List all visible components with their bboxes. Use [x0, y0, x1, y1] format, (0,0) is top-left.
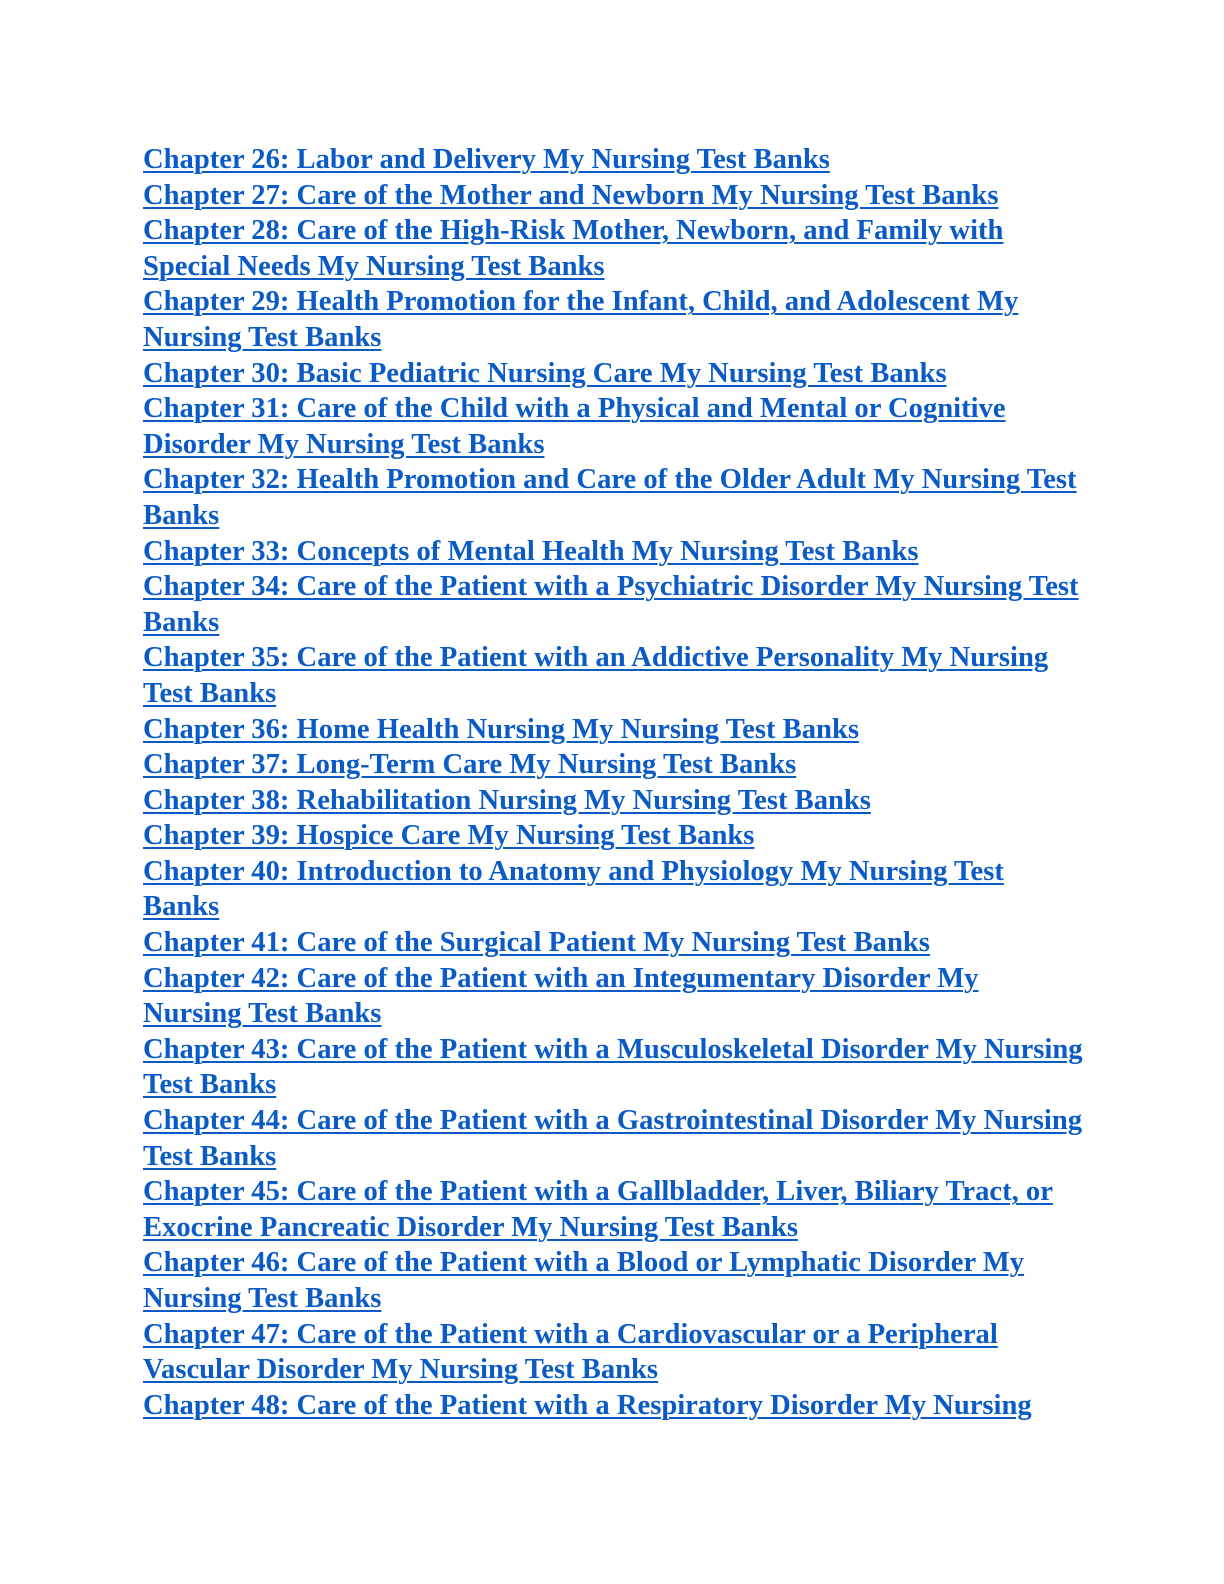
list-item: [143, 213, 1083, 284]
chapter-35-link[interactable]: Chapter 35: Care of the Patient with an Addictive Personality My Nursing Test Banks: [143, 642, 1049, 709]
chapter-45-link[interactable]: Chapter 45: Care of the Patient with a Gallbladder, Liver, Biliary Tract, or Exocrine Pancreatic Disorder My Nursing Test Banks: [143, 1176, 1053, 1243]
chapter-47-link[interactable]: Chapter 47: Care of the Patient with a Cardiovascular or a Peripheral Vascular Disorder My Nursing Test Banks: [143, 1318, 998, 1386]
chapter-39-link[interactable]: Chapter 39: Hospice Care My Nursing Test Banks: [143, 820, 755, 852]
chapter-29-link[interactable]: Chapter 29: Health Promotion for the Infant, Child, and Adolescent My Nursing Test Banks: [143, 286, 1019, 353]
chapter-37-link[interactable]: Chapter 37: Long-Term Care My Nursing Test Banks: [143, 749, 797, 781]
chapter-36-link[interactable]: Chapter 36: Home Health Nursing My Nursing Test Banks: [143, 713, 859, 745]
chapter-46-link[interactable]: Chapter 46: Care of the Patient with a Blood or Lymphatic Disorder My Nursing Test Banks: [143, 1247, 1025, 1314]
list-item: [143, 1245, 1083, 1316]
list-item: [143, 391, 1083, 462]
list-item: [143, 178, 1083, 214]
chapter-40-link[interactable]: Chapter 40: Introduction to Anatomy and Physiology My Nursing Test Banks: [143, 855, 1004, 923]
list-item: [143, 356, 1083, 392]
chapter-41-link[interactable]: Chapter 41: Care of the Surgical Patient My Nursing Test Banks: [143, 927, 930, 959]
list-item: [143, 1032, 1083, 1103]
chapter-link-list: [143, 142, 1083, 1423]
chapter-43-link[interactable]: Chapter 43: Care of the Patient with a Musculoskeletal Disorder My Nursing Test Banks: [143, 1033, 1083, 1101]
chapter-38-link[interactable]: Chapter 38: Rehabilitation Nursing My Nursing Test Banks: [143, 784, 871, 816]
list-item: [143, 925, 1083, 961]
chapter-31-link[interactable]: Chapter 31: Care of the Child with a Physical and Mental or Cognitive Disorder My Nursing Test Banks: [143, 393, 1006, 460]
chapter-28-link[interactable]: Chapter 28: Care of the High-Risk Mother, Newborn, and Family with Special Needs My Nursing Test Banks: [143, 215, 1004, 282]
list-item: [143, 284, 1083, 355]
chapter-33-link[interactable]: Chapter 33: Concepts of Mental Health My Nursing Test Banks: [143, 535, 919, 567]
chapter-32-link[interactable]: Chapter 32: Health Promotion and Care of the Older Adult My Nursing Test Banks: [143, 464, 1077, 531]
list-item: [143, 534, 1083, 570]
chapter-44-link[interactable]: Chapter 44: Care of the Patient with a Gastrointestinal Disorder My Nursing Test Banks: [143, 1105, 1083, 1172]
list-item: [143, 569, 1083, 640]
list-item: [143, 1317, 1083, 1388]
list-item: [143, 783, 1083, 819]
chapter-34-link[interactable]: Chapter 34: Care of the Patient with a Psychiatric Disorder My Nursing Test Banks: [143, 571, 1079, 638]
chapter-48-link[interactable]: Chapter 48: Care of the Patient with a Respiratory Disorder My Nursing: [143, 1389, 1032, 1421]
list-item: [143, 1388, 1083, 1424]
list-item: [143, 961, 1083, 1032]
list-item: [143, 818, 1083, 854]
list-item: [143, 142, 1083, 178]
chapter-30-link[interactable]: Chapter 30: Basic Pediatric Nursing Care My Nursing Test Banks: [143, 357, 947, 389]
chapter-42-link[interactable]: Chapter 42: Care of the Patient with an Integumentary Disorder My Nursing Test Banks: [143, 962, 979, 1030]
list-item: [143, 747, 1083, 783]
list-item: [143, 462, 1083, 533]
list-item: [143, 1174, 1083, 1245]
list-item: [143, 640, 1083, 711]
chapter-27-link[interactable]: Chapter 27: Care of the Mother and Newborn My Nursing Test Banks: [143, 179, 999, 211]
chapter-26-link[interactable]: Chapter 26: Labor and Delivery My Nursing Test Banks: [143, 144, 830, 175]
list-item: [143, 1103, 1083, 1174]
list-item: [143, 712, 1083, 748]
list-item: [143, 854, 1083, 925]
